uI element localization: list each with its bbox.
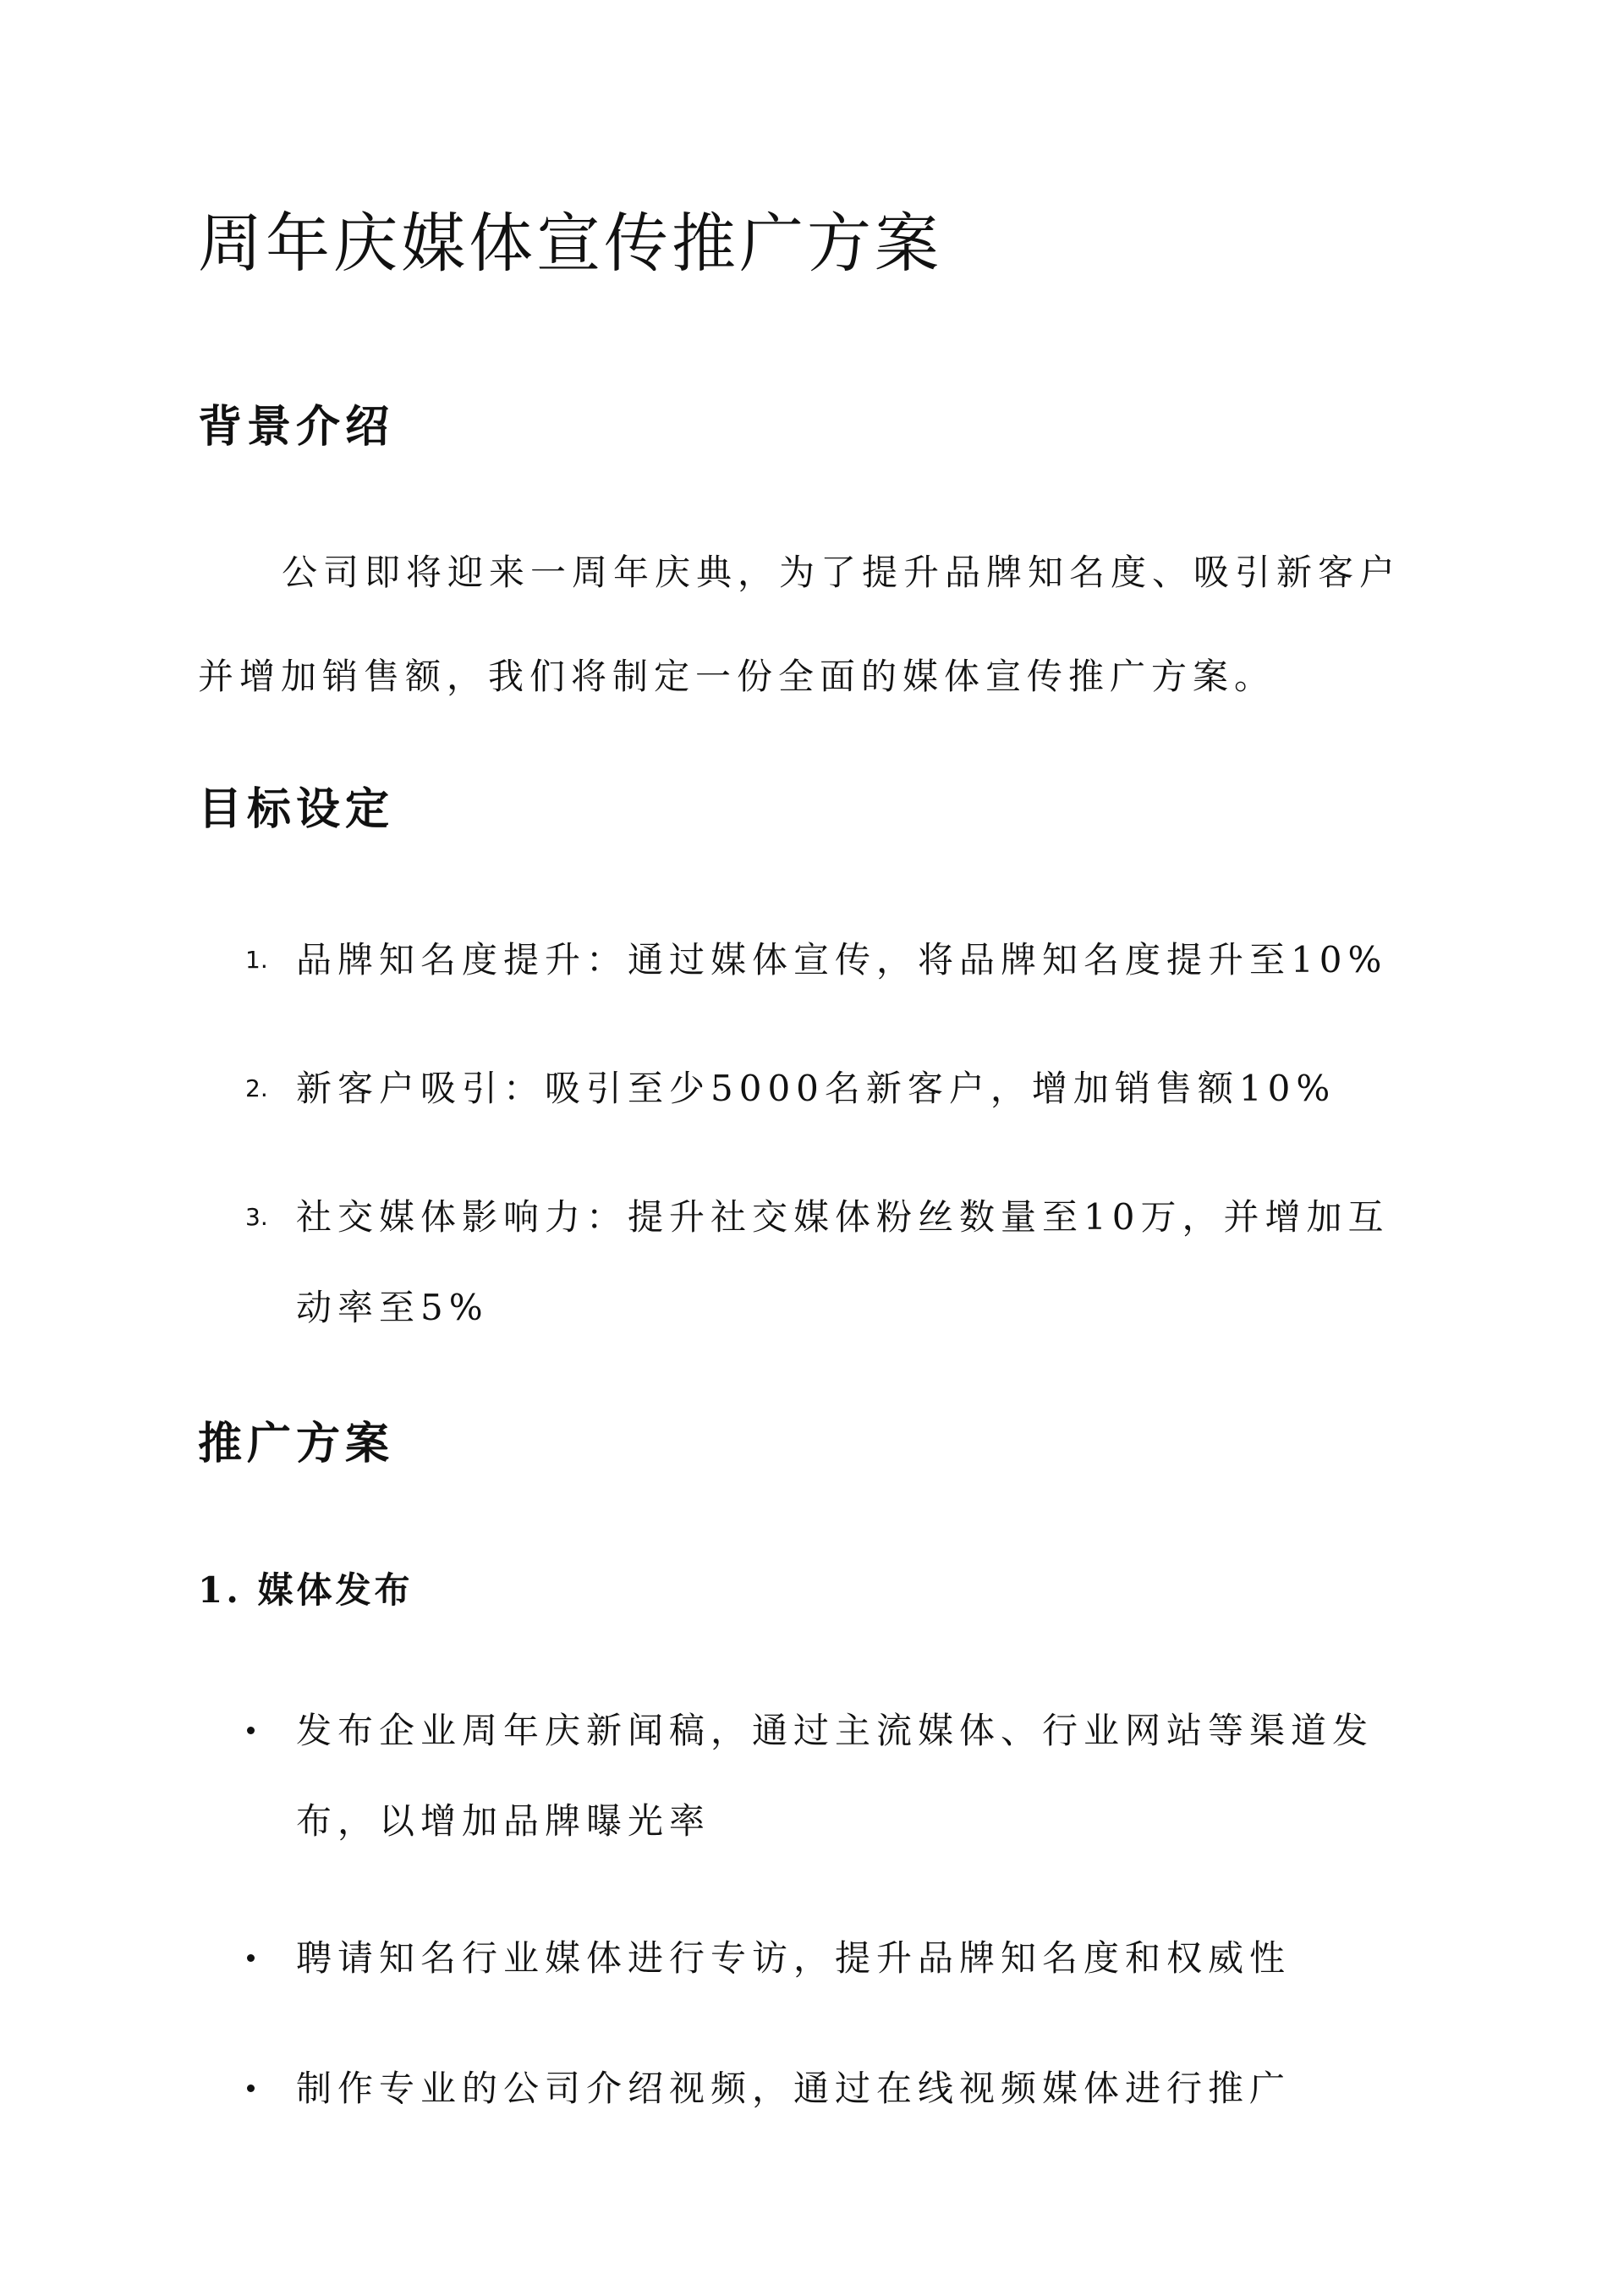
goal-item-number: 2. (245, 1074, 268, 1102)
goal-item-text: 动率至5% (296, 1287, 489, 1328)
goal-item-text: 新客户吸引：吸引至少5000名新客户，增加销售额10% (296, 1068, 1336, 1109)
section-heading-background: 背景介绍 (198, 401, 395, 453)
goal-item-text: 品牌知名度提升：通过媒体宣传，将品牌知名度提升至10% (296, 939, 1388, 980)
goal-item-number: 3. (245, 1203, 268, 1231)
bullet-dot (247, 2085, 255, 2092)
bullet-dot (247, 1727, 255, 1734)
subsection-heading-media-release: 1. 媒体发布 (198, 1569, 414, 1611)
goal-item-number: 1. (245, 946, 268, 974)
section-heading-plan: 推广方案 (198, 1418, 395, 1469)
document-title: 周年庆媒体宣传推广方案 (198, 206, 942, 281)
background-paragraph-line: 公司即将迎来一周年庆典，为了提升品牌知名度、吸引新客户 (282, 552, 1402, 593)
section-heading-goals: 目标设定 (198, 783, 395, 835)
bullet-item-text: 制作专业的公司介绍视频，通过在线视频媒体进行推广 (296, 2068, 1292, 2109)
bullet-item-text: 布，以增加品牌曝光率 (296, 1800, 711, 1842)
background-paragraph-line: 并增加销售额，我们将制定一份全面的媒体宣传推广方案。 (198, 656, 1276, 697)
bullet-item-text: 聘请知名行业媒体进行专访，提升品牌知名度和权威性 (296, 1937, 1292, 1979)
bullet-dot (247, 1954, 255, 1962)
bullet-item-text: 发布企业周年庆新闻稿，通过主流媒体、行业网站等渠道发 (296, 1710, 1374, 1751)
goal-item-text: 社交媒体影响力：提升社交媒体粉丝数量至10万，并增加互 (296, 1196, 1390, 1238)
